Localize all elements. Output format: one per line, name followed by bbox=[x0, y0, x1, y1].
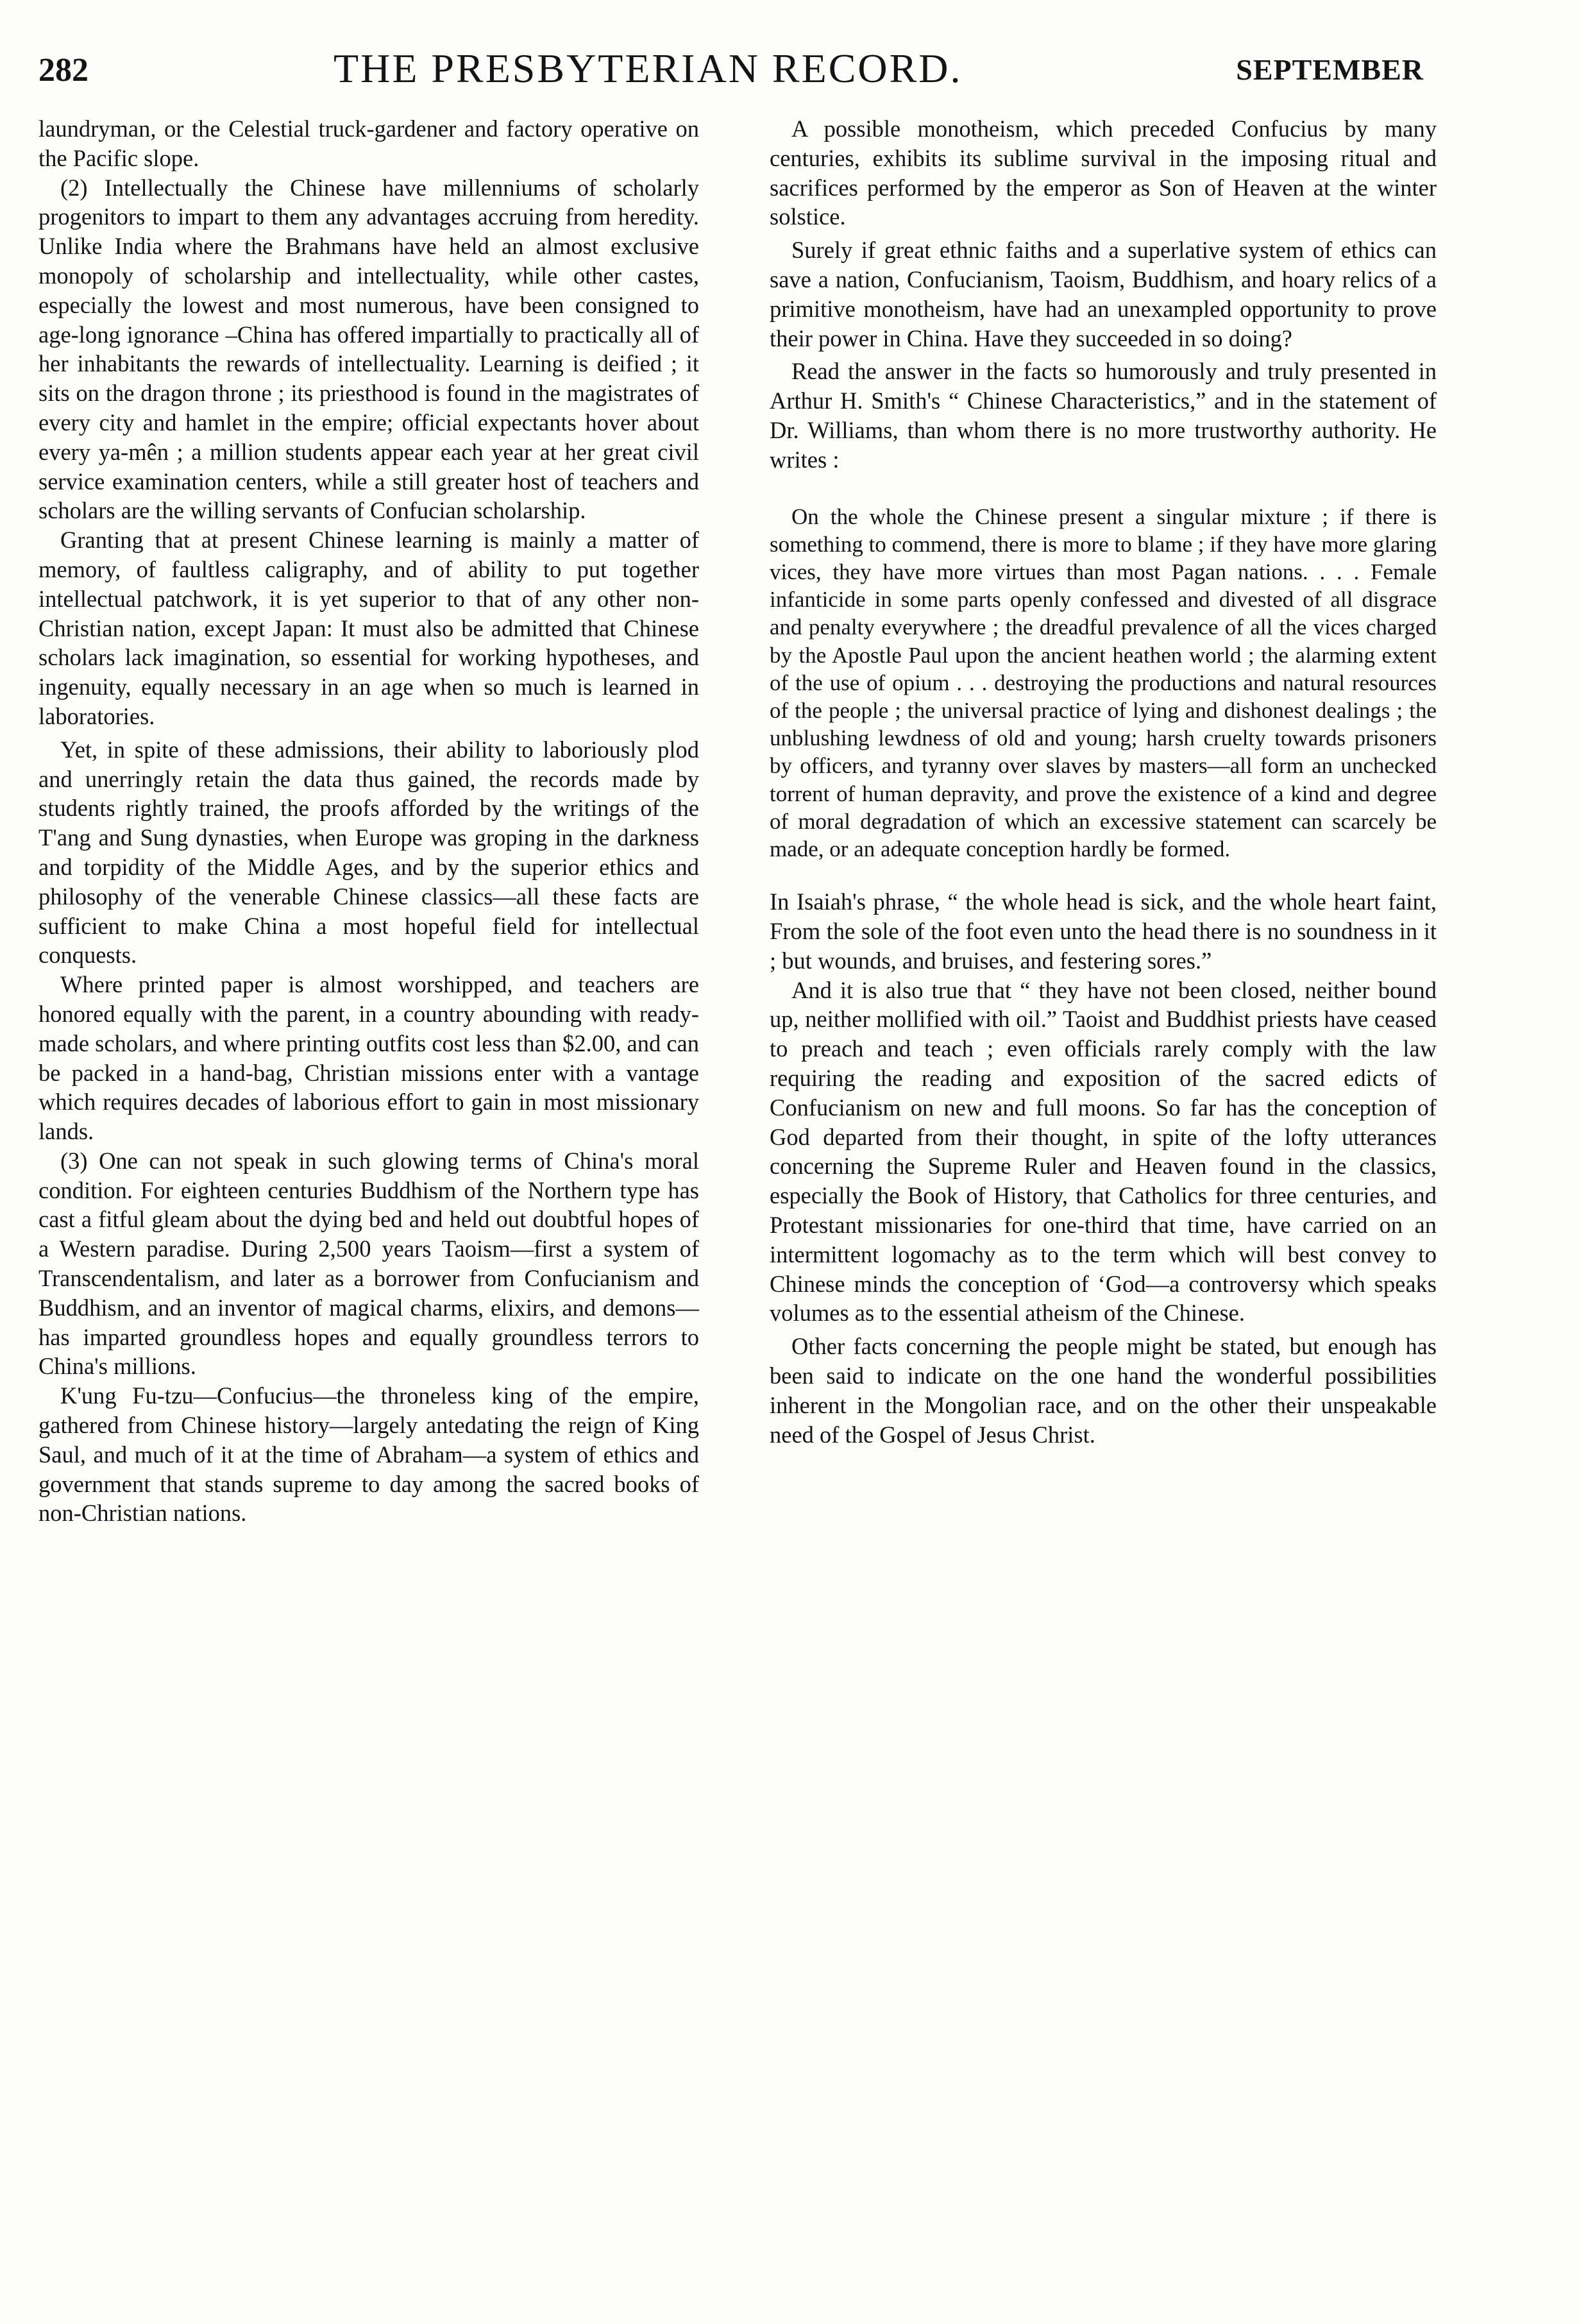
paragraph: Other facts concerning the people might be stated, but enough has been said to indicate on the one hand the wonderful possibilities inherent in the Mongolian race, and on the other their unspeakable need of the Gospel of Jesus Christ. bbox=[770, 1333, 1437, 1448]
quote-text: On the whole the Chinese present a singular mixture ; if there is something to commend, there is more to blame ; if they have more glaring vices, they have more virtues than most Pagan nations. . . . Female infanticide in some parts openly confessed and divested of all disgrace and penalty everywhere ; the dreadful prevalence of all the vices charged by the Apostle Paul upon the ancient heathen world ; the alarming extent of the use of opium . . . destroying the productions and natural resources of the people ; the universal practice of lying and dishonest dealings ; the unblushing lewdness of old and young; harsh cruelty towards prisoners by officers, and tyranny over slaves by masters—all form an unchecked torrent of human depravity, and prove the existence of a kind and degree of moral degradation of which an excessive statement can scarcely be made, or an adequate conception hardly be formed. bbox=[770, 504, 1437, 861]
paragraph: Where printed paper is almost worshipped, and teachers are honored equally with the parent, in a country abounding with ready-made scholars, and where printing outfits cost less than $2.00, and can be packed in a hand-bag, Christian missions enter with a vantage which requires decades of laborious effort to gain in most missionary lands. bbox=[38, 971, 699, 1145]
paragraph: And it is also true that “ they have not been closed, neither bound up, neither mollified with oil.” Taoist and Buddhist priests have ceased to preach and teach ; even officials rarely comply with the law requiring the reading and exposition of the sacred edicts of Confucianism on new and full moons. So far has the conception of God departed from their thought, in spite of the lofty utterances concerning the Supreme Ruler and Heaven found in the classics, especially the Book of History, that Catholics for three centuries, and Protestant missionaries for one-third that time, have carried on an intermittent logomachy as to the term which will best convey to Chinese minds the conception of ‘God—a controversy which speaks volumes as to the essential atheism of the Chinese. bbox=[770, 976, 1437, 1327]
right-column bbox=[770, 114, 1437, 1449]
paragraph: A possible monotheism, which preceded Confucius by many centuries, exhibits its sublime survival in the imposing ritual and sacrifices performed by the emperor as Son of Heaven at the winter solstice. bbox=[770, 115, 1437, 230]
journal-title: THE PRESBYTERIAN RECORD. bbox=[334, 46, 963, 91]
paragraph: (2) Intellectually the Chinese have millenniums of scholarly progenitors to impart to them any advantages accruing from heredity. Unlike India where the Brahmans have held an almost exclusive monopoly of scholarship and intellectuality, while other castes, especially the lowest and most numerous, have been consigned to age-long ignorance –China has offered impartially to practically all of her inhabitants the rewards of intellectuality. Learning is deified ; it sits on the dragon throne ; its priesthood is found in the magistrates of every city and hamlet in the empire; official expectants hover about every ya-mên ; a million students appear each year at her great civil service examination centers, while a still greater host of teachers and scholars are the willing servants of Confucian scholarship. bbox=[38, 174, 699, 524]
paragraph: Granting that at present Chinese learning is mainly a matter of memory, of faultless caligraphy, and of ability to put together intellectual patchwork, it is yet superior to that of any other non-Christian nation, except Japan: It must also be admitted that Chinese scholars lack imagination, so essential for working hypotheses, and ingenuity, equally necessary in an age when so much is learned in laboratories. bbox=[38, 527, 699, 729]
issue-month: SEPTEMBER bbox=[1236, 53, 1424, 86]
paragraph: Surely if great ethnic faiths and a superlative system of ethics can save a nation, Confucianism, Taoism, Buddhism, and hoary relics of a primitive monotheism, have had an unexampled opportunity to prove their power in China. Have they succeeded in so doing? bbox=[770, 237, 1437, 352]
block-quote bbox=[770, 503, 1437, 863]
paragraph: laundryman, or the Celestial truck-gardener and factory operative on the Pacific slope. bbox=[38, 115, 699, 171]
left-column bbox=[38, 114, 699, 1528]
page-number: 282 bbox=[38, 52, 89, 89]
paragraph: Read the answer in the facts so humorously and truly presented in Arthur H. Smith's “ Chinese Characteristics,” and in the statement of Dr. Williams, than whom there is no more trustworthy authority. He writes : bbox=[770, 358, 1437, 473]
paragraph: (3) One can not speak in such glowing terms of China's moral condition. For eighteen centuries Buddhism of the Northern type has cast a fitful gleam about the dying bed and held out doubtful hopes of a Western paradise. During 2,500 years Taoism—first a system of Transcendentalism, and later as a borrower from Confucianism and Buddhism, and an inventor of magical charms, elixirs, and demons—has imparted groundless hopes and equally groundless terrors to China's millions. bbox=[38, 1147, 699, 1380]
paragraph: Yet, in spite of these admissions, their ability to laboriously plod and unerringly retain the data thus gained, the records made by students rightly trained, the proofs afforded by the writings of the T'ang and Sung dynasties, when Europe was groping in the darkness and torpidity of the Middle Ages, and by the superior ethics and philosophy of the venerable Chinese classics—all these facts are sufficient to make China a most hopeful field for intellectual conquests. bbox=[38, 736, 699, 969]
running-head bbox=[38, 45, 1424, 103]
paragraph: K'ung Fu-tzu—Confucius—the throneless king of the empire, gathered from Chinese history—largely antedating the reign of King Saul, and much of it at the time of Abraham—a system of ethics and government that stands supreme to day among the sacred books of non-Christian nations. bbox=[38, 1382, 699, 1527]
paragraph: In Isaiah's phrase, “ the whole head is sick, and the whole heart faint, From the sole of the foot even unto the head there is no soundness in it ; but wounds, and bruises, and festering sores.” bbox=[770, 888, 1437, 974]
